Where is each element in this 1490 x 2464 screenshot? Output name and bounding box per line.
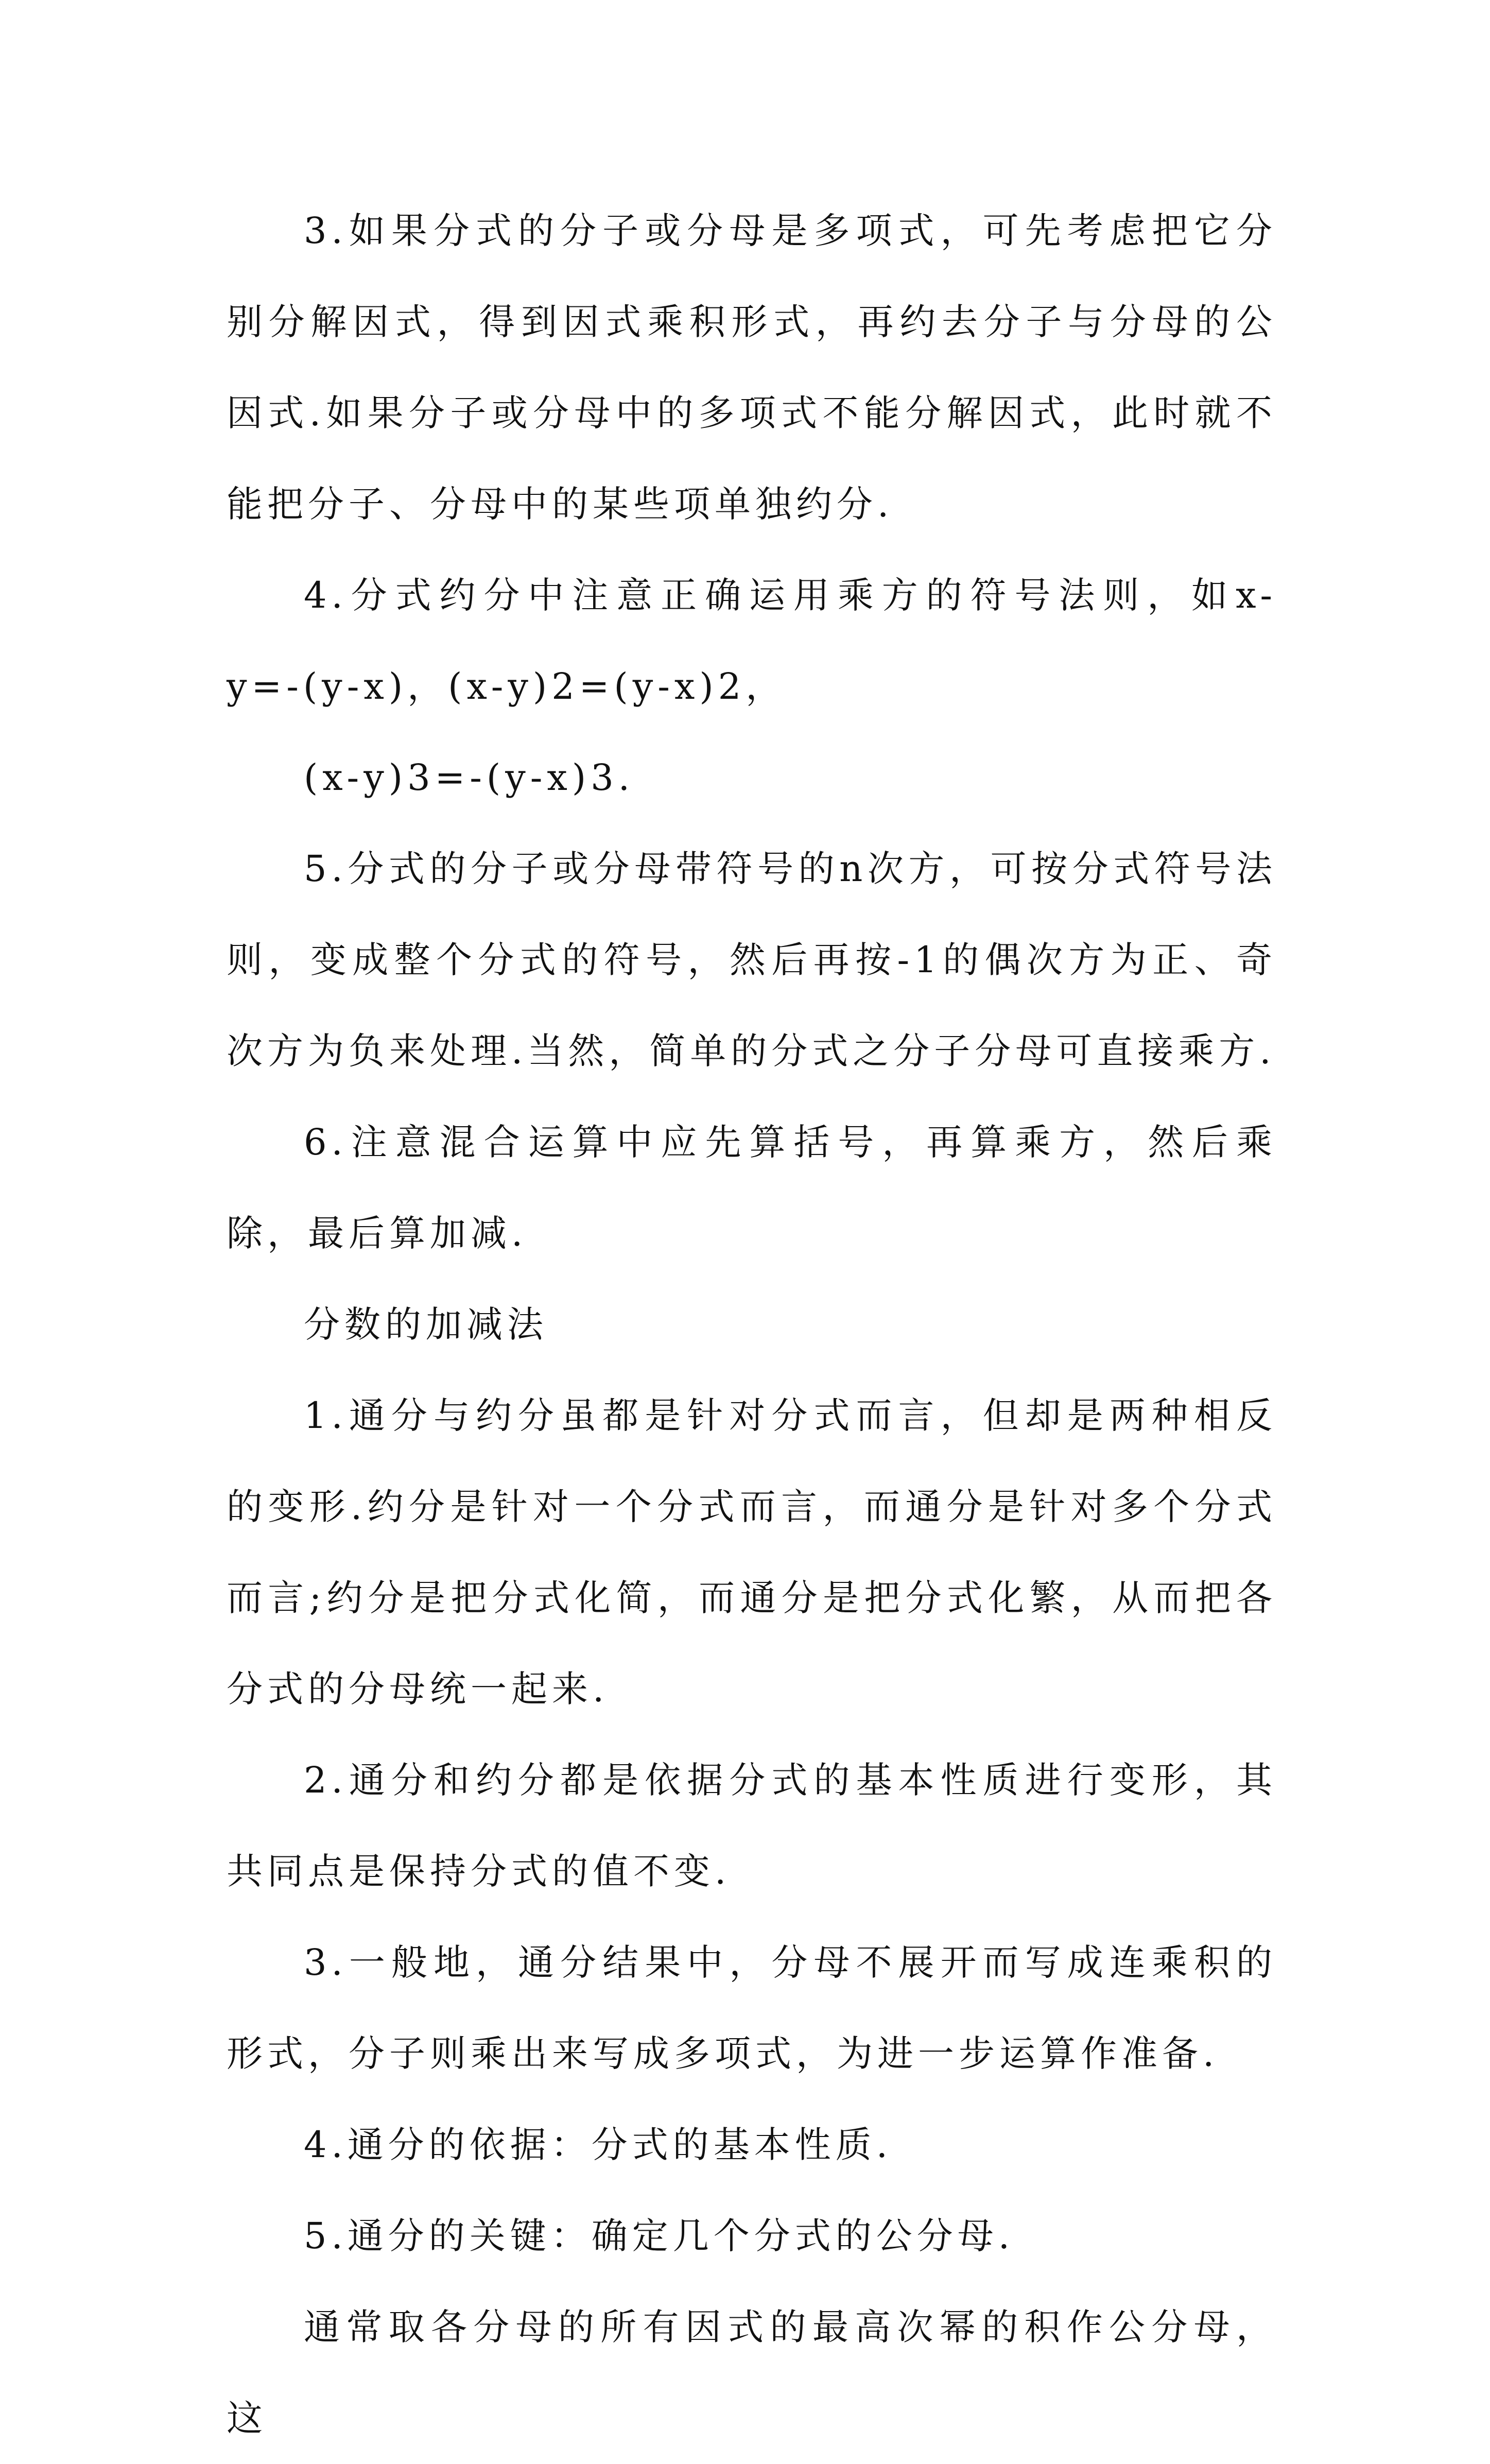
paragraph-basis: 4.通分的依据：分式的基本性质. xyxy=(304,2124,893,2166)
section-heading-fraction-addition: 分数的加减法 xyxy=(304,1303,548,1346)
paragraph-common-denominator-vs-reduction: 1.通分与约分虽都是针对分式而言，但却是两种相反的变形.约分是针对一个分式而言，而通分是针对多个分式而言;约分是把分式化简，而通分是把分式化繁，从而把各分式的分母统一起来. xyxy=(227,1394,1277,1710)
paragraph-common-denominator-rule: 通常取各分母的所有因式的最高次幂的积作公分母，这 xyxy=(227,2306,1277,2439)
paragraph-nth-power: 5.分式的分子或分母带符号的n次方，可按分式符号法则，变成整个分式的符号，然后再按-1的偶次方为正、奇次方为负来处理.当然，简单的分式之分子分母可直接乘方. xyxy=(227,848,1277,1072)
paragraph-sign-rule-example: (x-y)3=-(y-x)3. xyxy=(304,756,634,799)
paragraph-result-form: 3.一般地，通分结果中，分母不展开而写成连乘积的形式，分子则乘出来写成多项式，为进一步运算作准备. xyxy=(227,1941,1277,2075)
paragraph-mixed-operations: 6.注意混合运算中应先算括号，再算乘方，然后乘除，最后算加减. xyxy=(227,1121,1277,1254)
document-body xyxy=(227,185,1277,2464)
paragraph-key: 5.通分的关键：确定几个分式的公分母. xyxy=(304,2215,1015,2257)
paragraph-basic-property: 2.通分和约分都是依据分式的基本性质进行变形，其共同点是保持分式的值不变. xyxy=(227,1759,1277,1892)
paragraph-sign-rule: 4.分式约分中注意正确运用乘方的符号法则，如x-y=-(y-x)，(x-y)2=(y-x)2， xyxy=(227,574,1277,708)
paragraph-fraction-factoring: 3.如果分式的分子或分母是多项式，可先考虑把它分别分解因式，得到因式乘积形式，再约去分子与分母的公因式.如果分子或分母中的多项式不能分解因式，此时就不能把分子、分母中的某些项单独约分. xyxy=(227,210,1277,525)
